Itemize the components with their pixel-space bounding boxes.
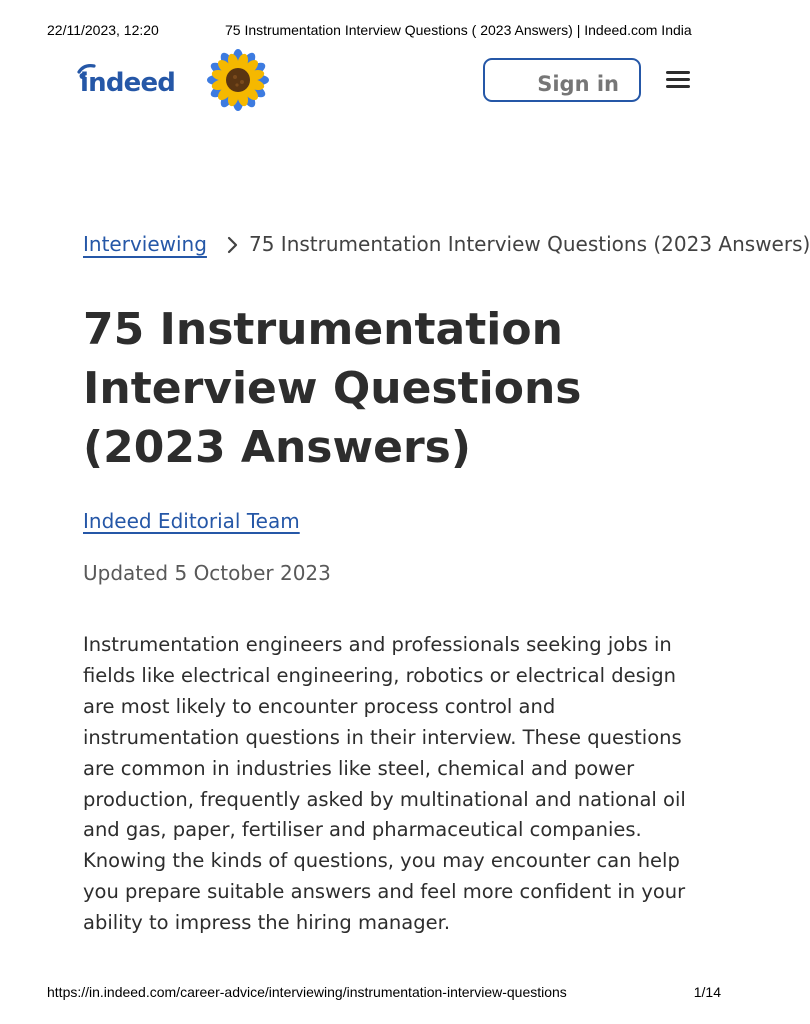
- article-title: 75 Instrumentation Interview Questions (2023 Answers): [83, 304, 582, 473]
- breadcrumb: [83, 232, 810, 262]
- print-page-number: 1/14: [693, 984, 721, 1000]
- sign-in-button[interactable]: Sign in: [483, 58, 641, 102]
- chevron-right-icon: [223, 235, 243, 255]
- article-intro: Instrumentation engineers and professionals seeking jobs in fields like electrical engineering, robotics or electrical design are most likely to encounter process control and instrumentation questions in their interview. These questions are common in industries like steel, chemical and power production, frequently asked by multinational and national oil and gas, paper, fertiliser and pharmaceutical companies. Knowing the kinds of questions, you may encounter can help you prepare suitable answers and feel more confident in your ability to impress the hiring manager.: [83, 633, 686, 935]
- breadcrumb-current: 75 Instrumentation Interview Questions (2023 Answers): [249, 232, 810, 256]
- author-link[interactable]: Indeed Editorial Team: [83, 509, 300, 533]
- hamburger-menu-icon[interactable]: [664, 68, 692, 92]
- logo-wordmark: indeed: [80, 68, 176, 98]
- print-timestamp: 22/11/2023, 12:20: [47, 22, 159, 38]
- updated-date: Updated 5 October 2023: [83, 561, 331, 585]
- sunflower-icon: [204, 50, 272, 110]
- indeed-logo-icon: [76, 64, 182, 98]
- print-page-title: 75 Instrumentation Interview Questions ( 2023 Answers) | Indeed.com India: [225, 22, 692, 38]
- print-url: https://in.indeed.com/career-advice/interviewing/instrumentation-interview-questions: [47, 984, 567, 1000]
- indeed-logo[interactable]: [76, 64, 182, 98]
- breadcrumb-link-interviewing[interactable]: Interviewing: [83, 232, 207, 256]
- print-header: [47, 22, 721, 42]
